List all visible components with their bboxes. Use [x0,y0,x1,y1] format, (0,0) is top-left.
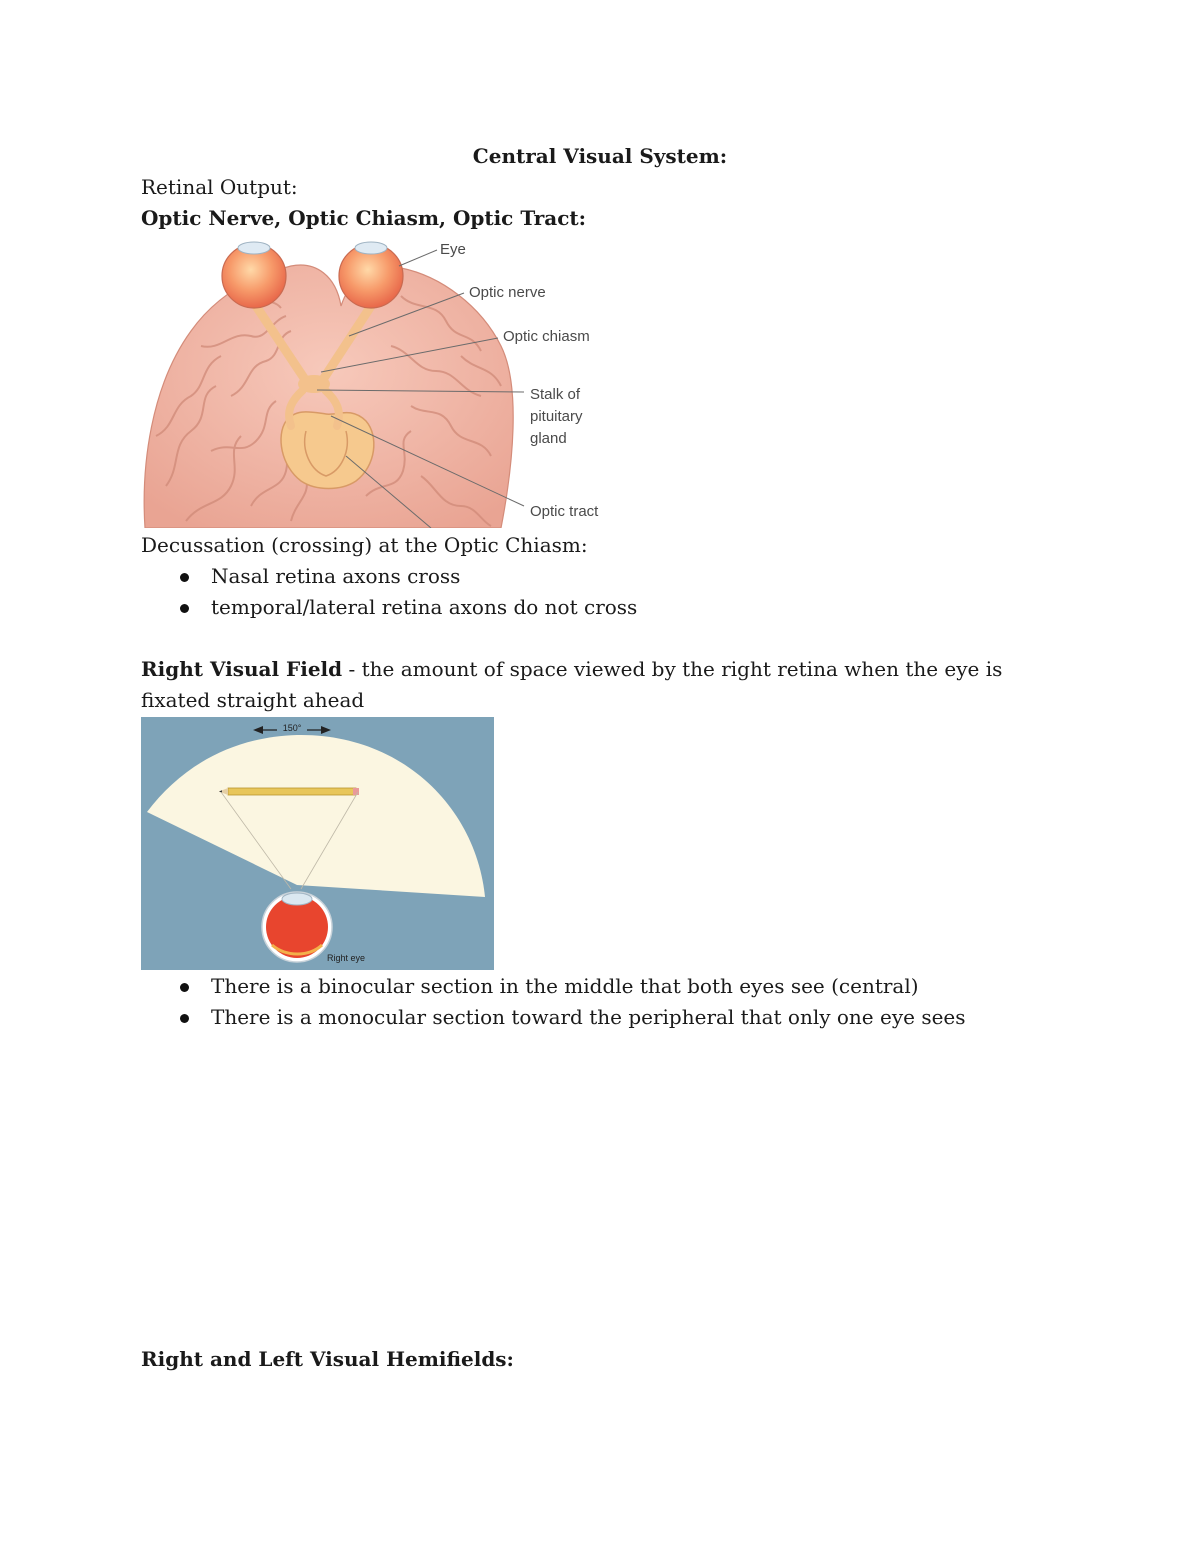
label-eye: Eye [440,241,466,258]
bullet-icon [180,1014,189,1023]
label-stalk-line-3: gland [530,430,567,447]
visual-field-figure [141,717,494,970]
list-item [141,971,966,1002]
retinal-output-label: Retinal Output: [141,175,298,199]
bullet-icon [180,573,189,582]
decussation-text: Decussation (crossing) at the Optic Chiasm: [141,533,588,557]
label-optic-nerve: Optic nerve [469,284,546,301]
right-eye-illustration [339,242,403,308]
hemifields-heading: Right and Left Visual Hemifields: [141,1347,514,1371]
list-item [141,592,637,623]
label-stalk-line-1: Stalk of [530,386,581,403]
label-optic-chiasm: Optic chiasm [503,328,590,345]
optic-heading: Optic Nerve, Optic Chiasm, Optic Tract: [141,206,587,230]
list-item-text: There is a monocular section toward the peripheral that only one eye sees [211,1005,966,1029]
bullet-icon [180,604,189,613]
left-eye-illustration [222,242,286,308]
label-optic-tract: Optic tract [530,503,599,520]
bullet-icon [180,983,189,992]
brain-illustration [144,242,513,528]
list-item [141,561,637,592]
decussation-list [141,561,637,623]
list-item [141,1002,966,1033]
label-stalk-line-2: pituitary [530,408,583,425]
list-item-text: There is a binocular section in the middle that both eyes see (central) [211,974,919,998]
right-eye-label: Right eye [327,953,366,963]
visual-field-list [141,971,966,1033]
pencil-illustration [219,788,359,795]
optic-pathway-figure [141,236,611,528]
right-visual-field-paragraph [141,654,1021,716]
list-item-text: Nasal retina axons cross [211,564,461,588]
list-item-text: temporal/lateral retina axons do not cross [211,595,638,619]
angle-label: 150° [282,723,302,733]
right-visual-field-term: Right Visual Field [141,657,343,681]
right-visual-field-definition: - the amount of space viewed by the right retina when the eye is fixated straight ahead [141,657,1003,712]
page-title: Central Visual System: [472,144,728,168]
eye-illustration [262,892,332,962]
